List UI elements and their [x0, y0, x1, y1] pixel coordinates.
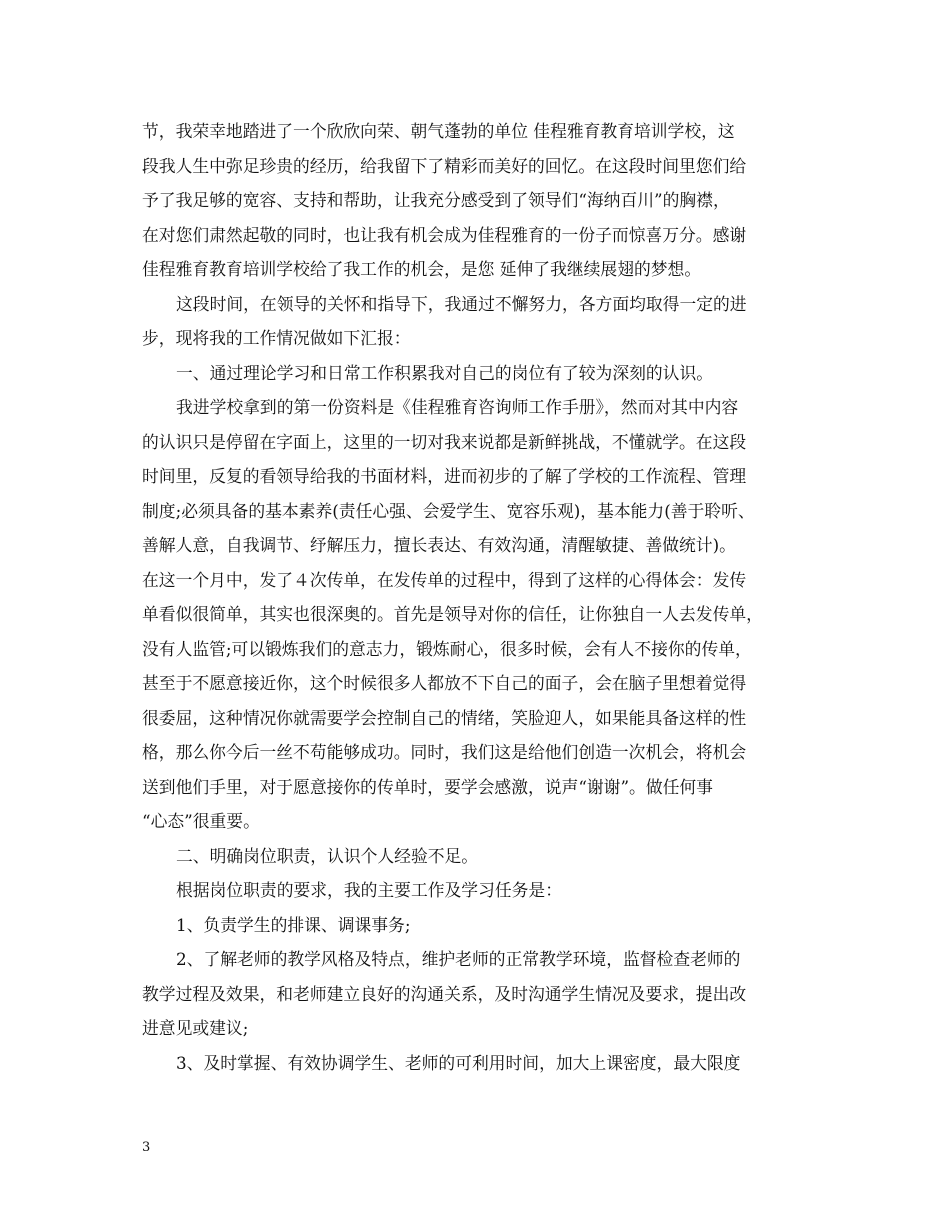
text-line: 1、负责学生的排课、调课事务; — [176, 914, 411, 935]
text-line: 这段时间，在领导的关怀和指导下，我通过不懈努力，各方面均取得一定的进 — [176, 293, 747, 314]
text-line: 2、了解老师的教学风格及特点，维护老师的正常教学环境，监督检查老师的 — [176, 949, 741, 969]
body-text — [142, 114, 812, 1080]
text-line: 在对您们肃然起敬的同时，也让我有机会成为佳程雅育的一份子而惊喜万分。感谢 — [142, 224, 747, 245]
text-line: 教学过程及效果，和老师建立良好的沟通关系，及时沟通学生情况及要求，提出改 — [142, 983, 747, 1004]
text-line: 很委屈，这种情况你就需要学会控制自己的情绪，笑脸迎人，如果能具备这样的性 — [142, 707, 747, 728]
text-line: 二、明确岗位职责，认识个人经验不足。 — [176, 845, 479, 866]
text-line: 根据岗位职责的要求，我的主要工作及学习任务是： — [176, 880, 562, 900]
text-line: 进意见或建议; — [142, 1018, 249, 1038]
text-line: 段我人生中弥足珍贵的经历，给我留下了精彩而美好的回忆。在这段时间里您们给 — [142, 155, 747, 176]
text-line: 制度;必须具备的基本素养(责任心强、会爱学生、宽容乐观)，基本能力(善于聆听、 — [142, 500, 755, 521]
text-line: 单看似很简单，其实也很深奥的。首先是领导对你的信任，让你独自一人去发传单， — [142, 604, 763, 624]
page-number: 3 — [142, 1140, 151, 1155]
text-line: 善解人意，自我调节、纾解压力，擅长表达、有效沟通，清醒敏捷、善做统计)。 — [142, 535, 736, 555]
text-line: 步，现将我的工作情况做如下汇报： — [142, 328, 411, 348]
text-line: 甚至于不愿意接近你，这个时候很多人都放不下自己的面子，会在脑子里想着觉得 — [142, 673, 747, 693]
text-line: 3、及时掌握、有效协调学生、老师的可利用时间，加大上课密度，最大限度 — [176, 1052, 741, 1073]
text-line: 格，那么你今后一丝不苟能够成功。同时，我们这是给他们创造一次机会，将机会 — [142, 742, 747, 762]
text-line: 的认识只是停留在字面上，这里的一切对我来说都是新鲜挑战，不懂就学。在这段 — [142, 431, 747, 452]
text-line: 节，我荣幸地踏进了一个欣欣向荣、朝气蓬勃的单位 佳程雅育教育培训学校，这 — [142, 121, 735, 141]
text-line: 没有人监管;可以锻炼我们的意志力，锻炼耐心，很多时候，会有人不接你的传单， — [142, 638, 752, 659]
text-line: 一、通过理论学习和日常工作积累我对自己的岗位有了较为深刻的认识。 — [176, 362, 714, 383]
text-line: 我进学校拿到的第一份资料是《佳程雅育咨询师工作手册》，然而对其中内容 — [176, 397, 739, 417]
text-line: 送到他们手里，对于愿意接你的传单时，要学会感激，说声“谢谢”。做任何事 — [142, 776, 713, 797]
text-line: 予了我足够的宽容、支持和帮助，让我充分感受到了领导们“海纳百川”的胸襟， — [142, 190, 730, 210]
text-line: 在这一个月中，发了４次传单，在发传单的过程中，得到了这样的心得体会：发传 — [142, 569, 747, 590]
text-line: 佳程雅育教育培训学校给了我工作的机会，是您 延伸了我继续展翅的梦想。 — [142, 259, 702, 279]
text-line: “心态”很重要。 — [142, 811, 260, 831]
text-line: 时间里，反复的看领导给我的书面材料，进而初步的了解了学校的工作流程、管理 — [142, 466, 747, 486]
